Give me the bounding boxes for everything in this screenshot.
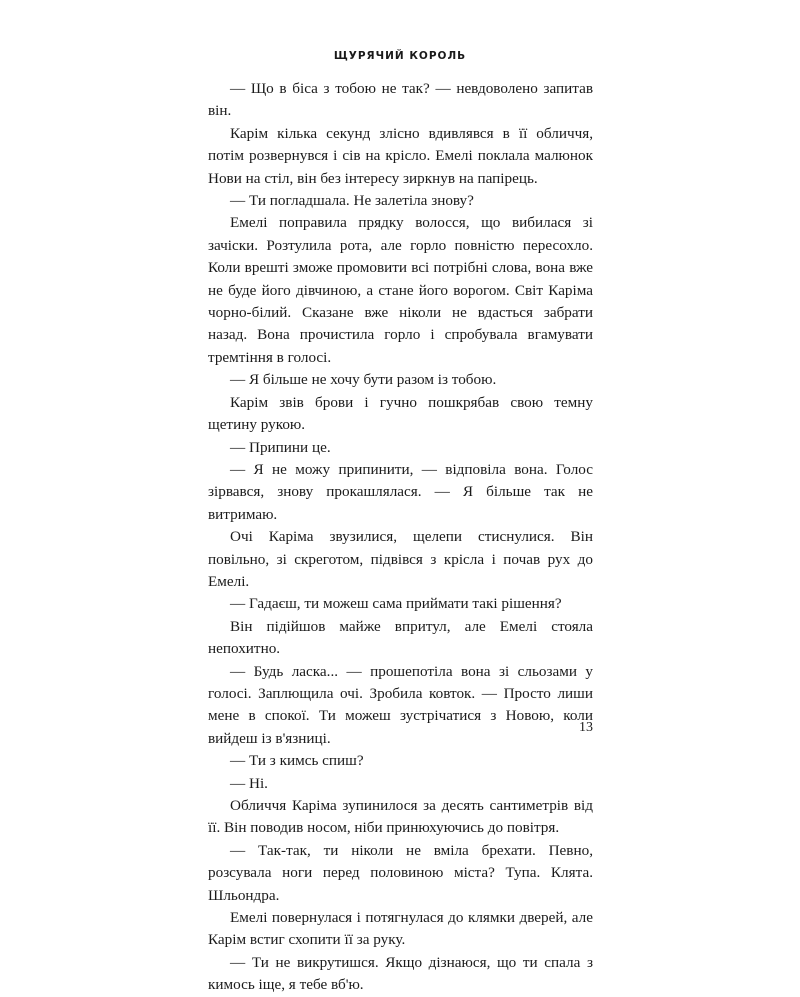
paragraph: — Ти не викрутишся. Якщо дізнаюся, що ти спала з кимось іще, я тебе вб'ю. <box>208 953 593 994</box>
running-head: ЩУРЯЧИЙ КОРОЛЬ <box>333 50 467 62</box>
paragraph: — Я більше не хочу бути разом із тобою. <box>230 371 497 389</box>
paragraph: — Гадаєш, ти можеш сама приймати такі рішення? <box>230 595 562 613</box>
page-number: 13 <box>579 720 593 735</box>
paragraph: Емелі повернулася і потягнулася до клямки дверей, але Карім встиг схопити її за руку. <box>208 909 593 949</box>
paragraph: Карім кілька секунд злісно вдивлявся в її обличчя, потім розвернувся і сів на крісло. Емелі поклала малюнок Нови на стіл, він без інтересу зиркнув на папірець. <box>208 124 593 187</box>
body-text <box>208 78 593 997</box>
paragraph: Емелі поправила прядку волосся, що вибилася зі зачіски. Розтулила рота, але горло повністю пересохло. Коли врешті зможе промовити всі потрібні слова, вона вже не буде його дівчиною, а стане його ворогом. Світ Каріма чорно-білий. Сказане вже ніколи не вдасться забрати назад. Вона прочистила горло і спробувала вгамувати тремтіння в голосі. <box>208 214 593 366</box>
paragraph: — Так-так, ти ніколи не вміла брехати. Певно, розсувала ноги перед половиною міста? Тупа. Клята. Шльондра. <box>208 841 593 904</box>
paragraph: — Я не можу припинити, — відповіла вона. Голос зірвався, знову прокашлялася. — Я більше так не витримаю. <box>208 460 593 523</box>
paragraph: — Ні. <box>230 774 268 792</box>
paragraph: Карім звів брови і гучно пошкрябав свою темну щетину рукою. <box>208 393 593 434</box>
paragraph: — Що в біса з тобою не так? — невдоволено запитав він. <box>208 80 593 120</box>
paragraph: — Будь ласка... — прошепотіла вона зі сльозами у голосі. Заплющила очі. Зробила ковток. — Просто лиши мене в спокої. Ти можеш зустрічатися з Новою, коли вийдеш із в'язниці. <box>208 662 593 747</box>
paragraph: — Ти з кимсь спиш? <box>230 752 364 770</box>
paragraph: — Ти погладшала. Не залетіла знову? <box>230 192 474 210</box>
paragraph: Очі Каріма звузилися, щелепи стиснулися. Він повільно, зі скреготом, підвівся з крісла і почав рух до Емелі. <box>208 528 593 590</box>
paragraph: Обличчя Каріма зупинилося за десять сантиметрів від її. Він поводив носом, ніби принюхуючись до повітря. <box>208 797 593 837</box>
paragraph: Він підійшов майже впритул, але Емелі стояла непохитно. <box>208 617 593 658</box>
paragraph: — Припини це. <box>230 438 331 456</box>
